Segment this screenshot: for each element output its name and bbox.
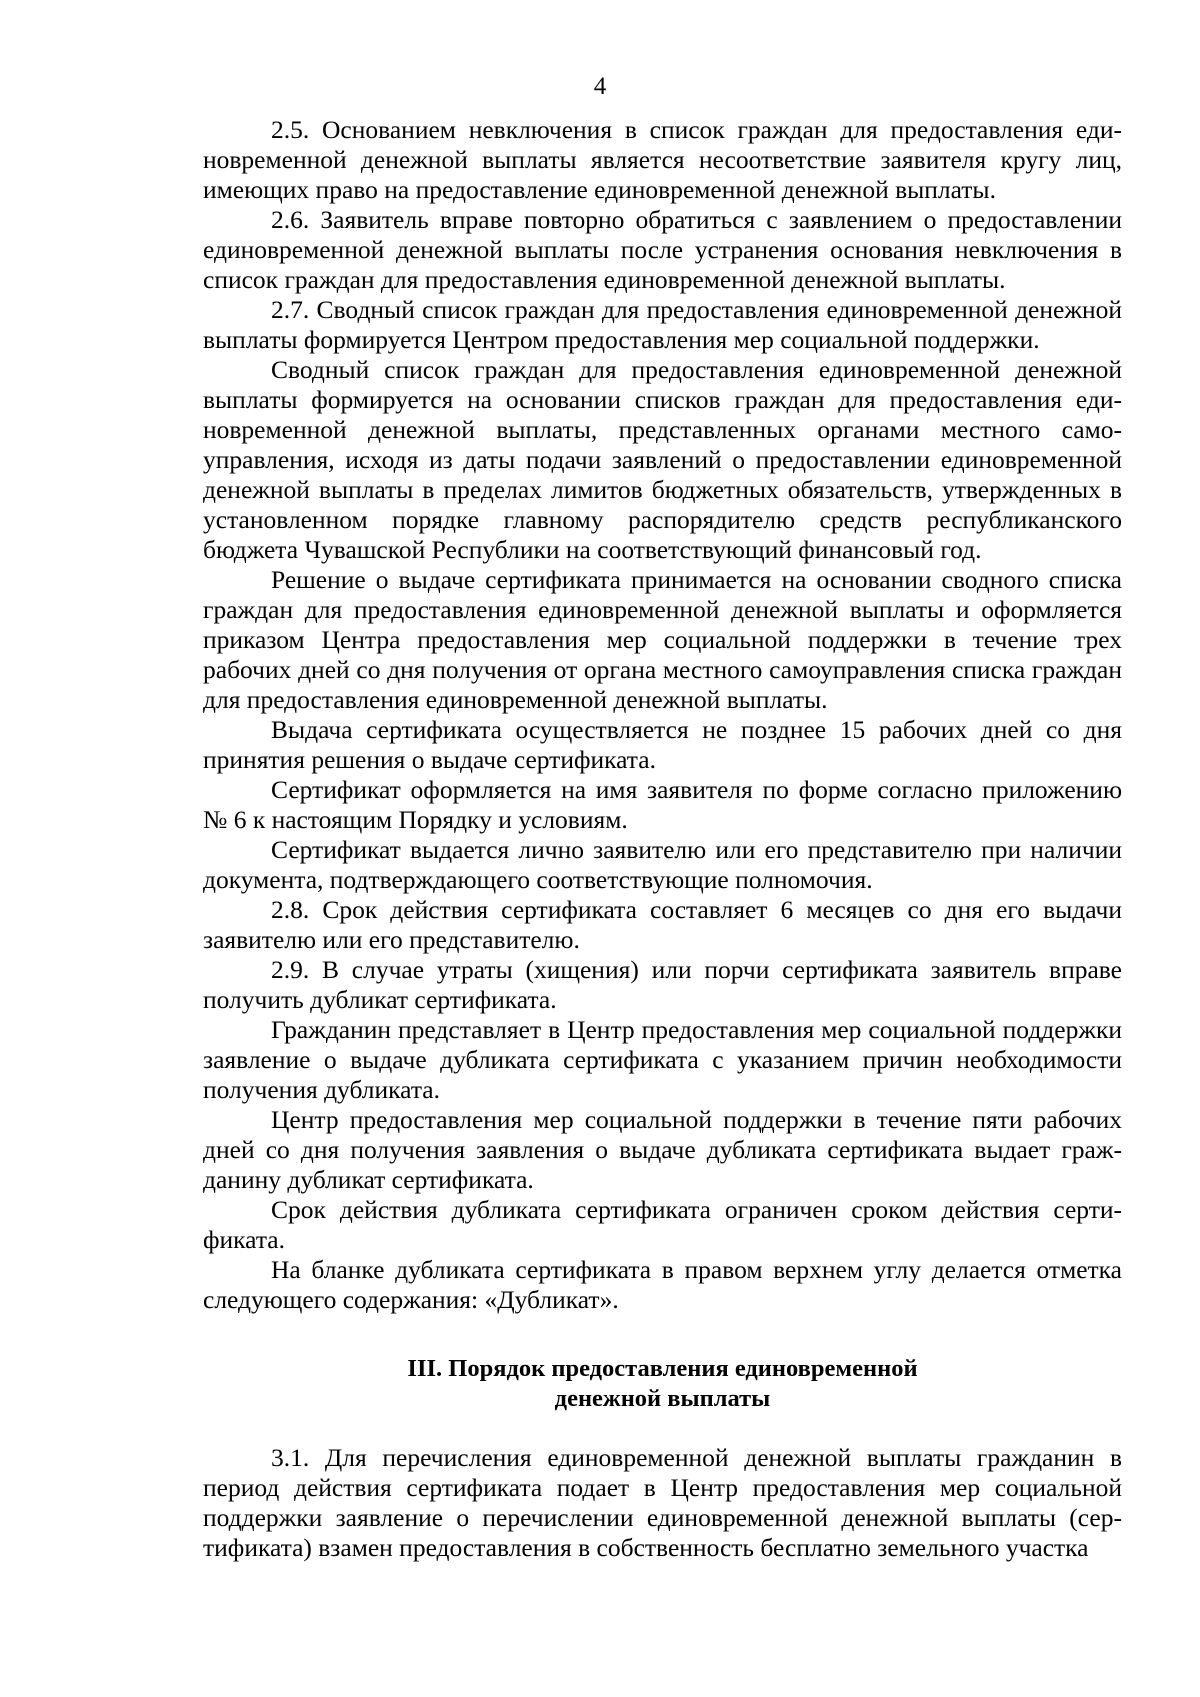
paragraph-certificate-form: Сертификат оформляется на имя заявителя по форме согласно приложению № 6 к настоящим Порядку и условиям.: [203, 775, 1122, 834]
section-heading-line-1: III. Порядок предоставления единовременной: [407, 1355, 918, 1382]
document-body: [203, 115, 1122, 1315]
paragraph-certificate-decision: Решение о выдаче сертификата принимается на основании сводного списка граждан для предоставления единовременной денежной выплаты и оформляется приказом Центра предоставления мер социальной поддержки в течение трех рабочих дней со дня получения от органа местного самоуправления списка граждан для предоставления единовременной денежной выплаты.: [203, 565, 1122, 714]
paragraph-duplicate-mark: На бланке дубликата сертификата в правом верхнем углу делается отметка следующего содержания: «Дубликат».: [203, 1255, 1122, 1314]
section-body: [203, 1443, 1122, 1563]
paragraph-consolidated-list: Сводный список граждан для предоставления единовременной денежной выплаты формируется на основании списков граждан для предоставления единовременной денежной выплаты, представленных органами местного самоуправления, исходя из даты подачи заявлений о предоставлении единовременной денежной выплаты в пределах лимитов бюджетных обязательств, утвержденных в установленном порядке главному распорядителю средств республиканского бюджета Чувашской Республики на соответствующий финансовый год.: [203, 355, 1122, 564]
paragraph-2-6: 2.6. Заявитель вправе повторно обратиться с заявлением о предоставлении единовременной денежной выплаты после устранения основания невключения в список граждан для предоставления единовременной денежной выплаты.: [203, 205, 1122, 294]
paragraph-2-5: 2.5. Основанием невключения в список граждан для предоставления единовременной денежной выплаты является несоответствие заявителя кругу лиц, имеющих право на предоставление единовременной денежной выплаты.: [203, 115, 1122, 204]
section-heading-line-2: денежной выплаты: [554, 1385, 771, 1412]
paragraph-certificate-delivery: Сертификат выдается лично заявителю или его представителю при наличии документа, подтверждающего соответствующие полномочия.: [203, 835, 1122, 894]
paragraph-duplicate-validity: Срок действия дубликата сертификата ограничен сроком действия сертификата.: [203, 1195, 1122, 1254]
paragraph-certificate-issue-term: Выдача сертификата осуществляется не позднее 15 рабочих дней со дня принятия решения о выдаче сертификата.: [203, 715, 1122, 774]
paragraph-3-1: 3.1. Для перечисления единовременной денежной выплаты гражданин в период действия сертификата подает в Центр предоставления мер социальной поддержки заявление о перечислении единовременной денежной выплаты (сертификата) взамен предоставления в собственность бесплатно земельного участка: [203, 1443, 1122, 1562]
paragraph-2-9: 2.9. В случае утраты (хищения) или порчи сертификата заявитель вправе получить дубликат сертификата.: [203, 955, 1122, 1014]
section-heading: [203, 1354, 1122, 1414]
paragraph-duplicate-request: Гражданин представляет в Центр предоставления мер социальной поддержки заявление о выдаче дубликата сертификата с указанием причин необходимости получения дубликата.: [203, 1015, 1122, 1104]
paragraph-2-8: 2.8. Срок действия сертификата составляет 6 месяцев со дня его выдачи заявителю или его представителю.: [203, 895, 1122, 954]
paragraph-duplicate-issue: Центр предоставления мер социальной поддержки в течение пяти рабочих дней со дня получения заявления о выдаче дубликата сертификата выдает гражданину дубликат сертификата.: [203, 1105, 1122, 1194]
page-number: 4: [593, 73, 607, 100]
paragraph-2-7: 2.7. Сводный список граждан для предоставления единовременной денежной выплаты формируется Центром предоставления мер социальной поддержки.: [203, 295, 1122, 354]
